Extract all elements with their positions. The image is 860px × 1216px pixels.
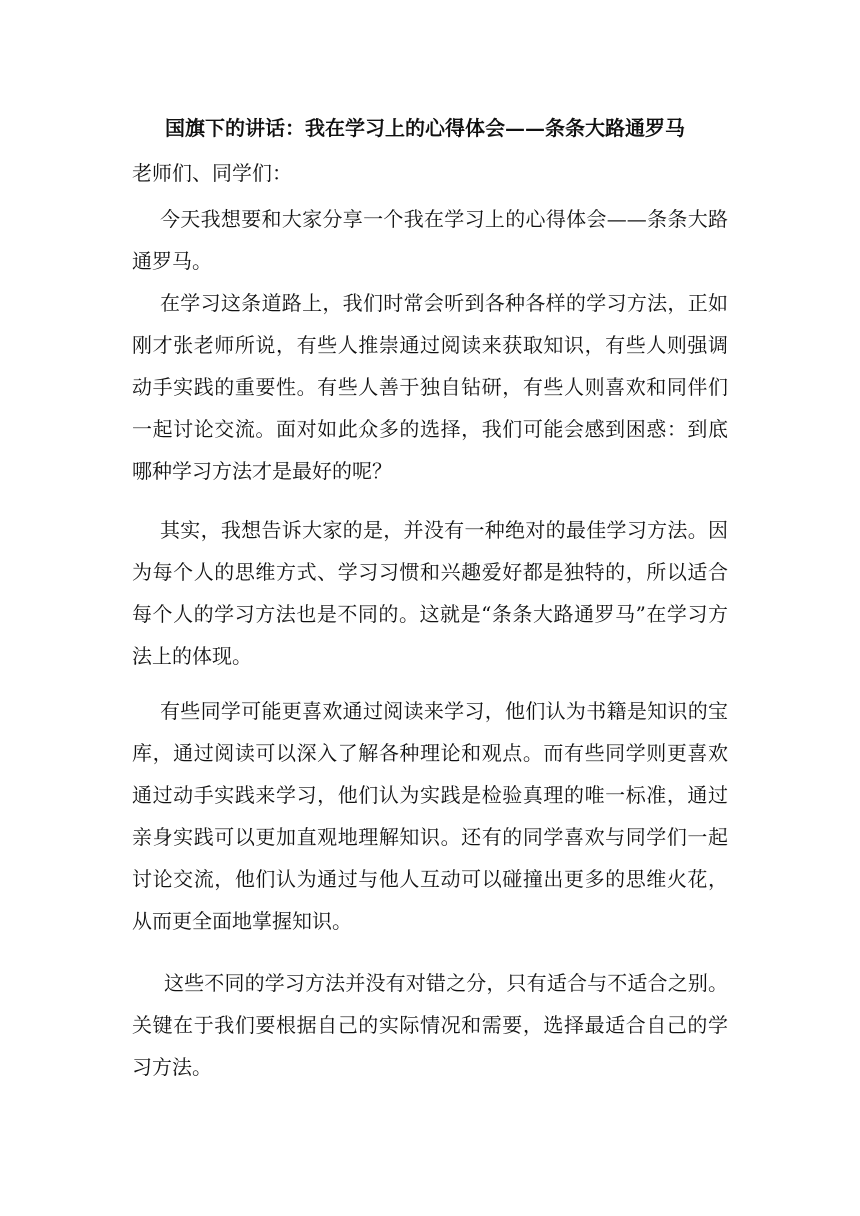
document-title: 国旗下的讲话：我在学习上的心得体会——条条大路通罗马 xyxy=(165,116,685,140)
paragraph-conclusion: 这些不同的学习方法并没有对错之分，只有适合与不适合之别。关键在于我们要根据自己的实际情况和需要，选择最适合自己的学习方法。 xyxy=(132,971,728,1079)
paragraph-different-styles: 有些同学可能更喜欢通过阅读来学习，他们认为书籍是知识的宝库，通过阅读可以深入了解各种理论和观点。而有些同学则更喜欢通过动手实践来学习，他们认为实践是检验真理的唯一标准，通过亲身实践可以更加直观地理解知识。还有的同学喜欢与同学们一起讨论交流，他们认为通过与他人互动可以碰撞出更多的思维火花，从而更全面地掌握知识。 xyxy=(132,699,728,933)
paragraph-no-best-method: 其实，我想告诉大家的是，并没有一种绝对的最佳学习方法。因为每个人的思维方式、学习习惯和兴趣爱好都是独特的，所以适合每个人的学习方法也是不同的。这就是“条条大路通罗马”在学习方法上的体现。 xyxy=(132,518,728,668)
greeting-line: 老师们、同学们： xyxy=(132,161,292,185)
paragraph-intro: 今天我想要和大家分享一个我在学习上的心得体会——条条大路通罗马。 xyxy=(132,207,728,273)
paragraph-learning-methods: 在学习这条道路上，我们时常会听到各种各样的学习方法，正如刚才张老师所说，有些人推崇通过阅读来获取知识，有些人则强调动手实践的重要性。有些人善于独自钻研，有些人则喜欢和同伴们一起讨论交流。面对如此众多的选择，我们可能会感到困惑：到底哪种学习方法才是最好的呢？ xyxy=(132,291,728,483)
